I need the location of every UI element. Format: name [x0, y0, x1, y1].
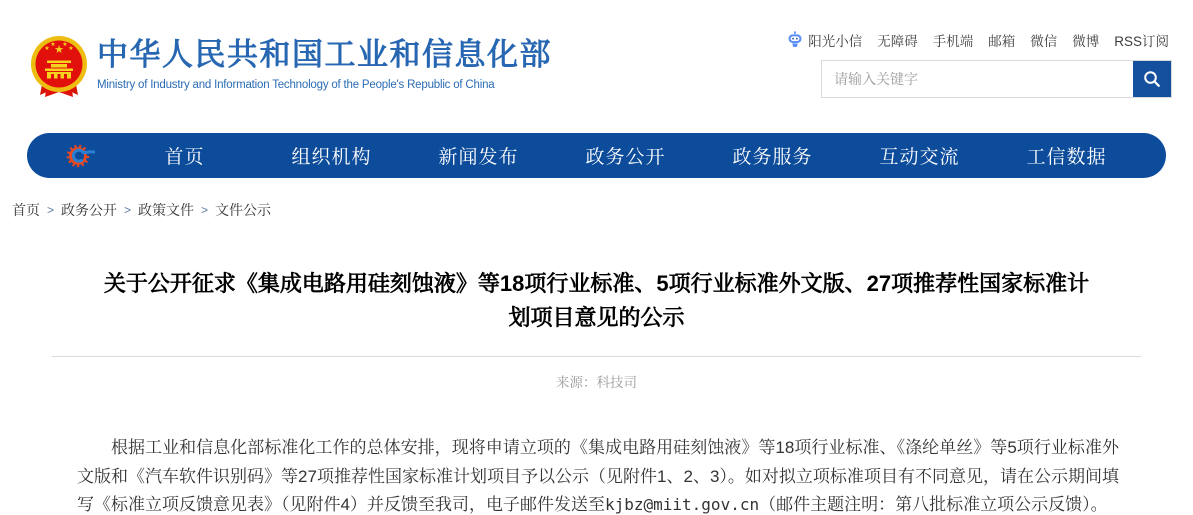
link-label: 微信 [1030, 34, 1058, 49]
nav-pill [27, 133, 1166, 178]
robot-icon [786, 31, 804, 49]
link-mailbox[interactable] [988, 30, 1015, 50]
masthead-home-link[interactable] [30, 35, 552, 99]
svg-text:★: ★ [44, 46, 50, 52]
nav-items [111, 142, 1140, 169]
body-text-before-email: 根据工业和信息化部标准化工作的总体安排，现将申请立项的《集成电路用硅刻蚀液》等18项行业标准、《涤纶单丝》等5项行业标准外文版和《汽车软件识别码》等27项推荐性国家标准计划项目予以公示（见附件1、2、3）。如对拟立项标准项目有不同意见，请在公示期间填写《标准立项反馈意见表》（见附件4）并反馈至我司，电子邮件发送至 [77, 438, 1119, 514]
breadcrumb-home[interactable]: 首页 [12, 202, 40, 218]
nav-item-news[interactable]: 新闻发布 [438, 147, 519, 168]
link-label: 微博 [1072, 34, 1100, 49]
nav-item-gov-services[interactable]: 政务服务 [732, 147, 813, 168]
breadcrumb-document-publicity[interactable]: 文件公示 [215, 202, 272, 218]
site-titles [97, 35, 552, 91]
breadcrumb-separator: > [47, 203, 55, 217]
search-bar [821, 60, 1172, 98]
link-label: 阳光小信 [808, 34, 863, 49]
link-accessibility[interactable] [877, 30, 918, 50]
national-emblem-icon [30, 35, 88, 99]
link-rss[interactable] [1114, 30, 1169, 50]
nav-item-home[interactable]: 首页 [164, 147, 205, 168]
article-source: 来源：科技司 [556, 375, 637, 390]
breadcrumb [0, 185, 1193, 220]
site-header [0, 0, 1193, 133]
svg-text:★: ★ [62, 42, 68, 48]
body-text-after-email: （邮件主题注明：第八批标准立项公示反馈）。 [759, 495, 1108, 514]
link-label: 邮箱 [988, 34, 1016, 49]
svg-text:★: ★ [54, 44, 64, 56]
nav-item-gov-disclosure[interactable]: 政务公开 [585, 147, 666, 168]
main-navigation [0, 133, 1193, 185]
svg-text:★: ★ [68, 46, 74, 52]
link-label: 无障碍 [877, 34, 918, 49]
site-title: 中华人民共和国工业和信息化部 [97, 37, 552, 72]
nav-item-organization[interactable]: 组织机构 [291, 147, 372, 168]
article-title: 关于公开征求《集成电路用硅刻蚀液》等18项行业标准、5项行业标准外文版、27项推荐性国家标准计划项目意见的公示 [103, 271, 1090, 330]
search-input[interactable] [822, 61, 1133, 97]
svg-text:★: ★ [50, 42, 56, 48]
link-wechat[interactable] [1030, 30, 1057, 50]
link-label: 手机端 [932, 34, 974, 49]
link-mobile[interactable] [933, 30, 974, 50]
link-weibo[interactable] [1072, 30, 1099, 50]
search-button[interactable] [1133, 61, 1171, 97]
site-subtitle: Ministry of Industry and Information Technology of the People's Republic of China [97, 79, 495, 91]
nav-item-miit-data[interactable]: 工信数据 [1026, 147, 1107, 168]
link-yangguang-xiaoxin[interactable] [786, 30, 862, 50]
breadcrumb-separator: > [124, 203, 132, 217]
breadcrumb-gov-disclosure[interactable]: 政务公开 [61, 202, 118, 218]
search-icon [1142, 69, 1162, 89]
article-body [77, 434, 1119, 515]
contact-email: kjbz@miit.gov.cn [604, 495, 760, 514]
title-divider [52, 356, 1141, 357]
utility-links [786, 30, 1169, 50]
breadcrumb-policy-documents[interactable]: 政策文件 [138, 202, 195, 218]
breadcrumb-separator: > [201, 203, 209, 217]
nav-item-interaction[interactable]: 互动交流 [879, 147, 960, 168]
miit-gear-logo-icon [65, 140, 95, 170]
link-label: RSS订阅 [1114, 34, 1169, 49]
